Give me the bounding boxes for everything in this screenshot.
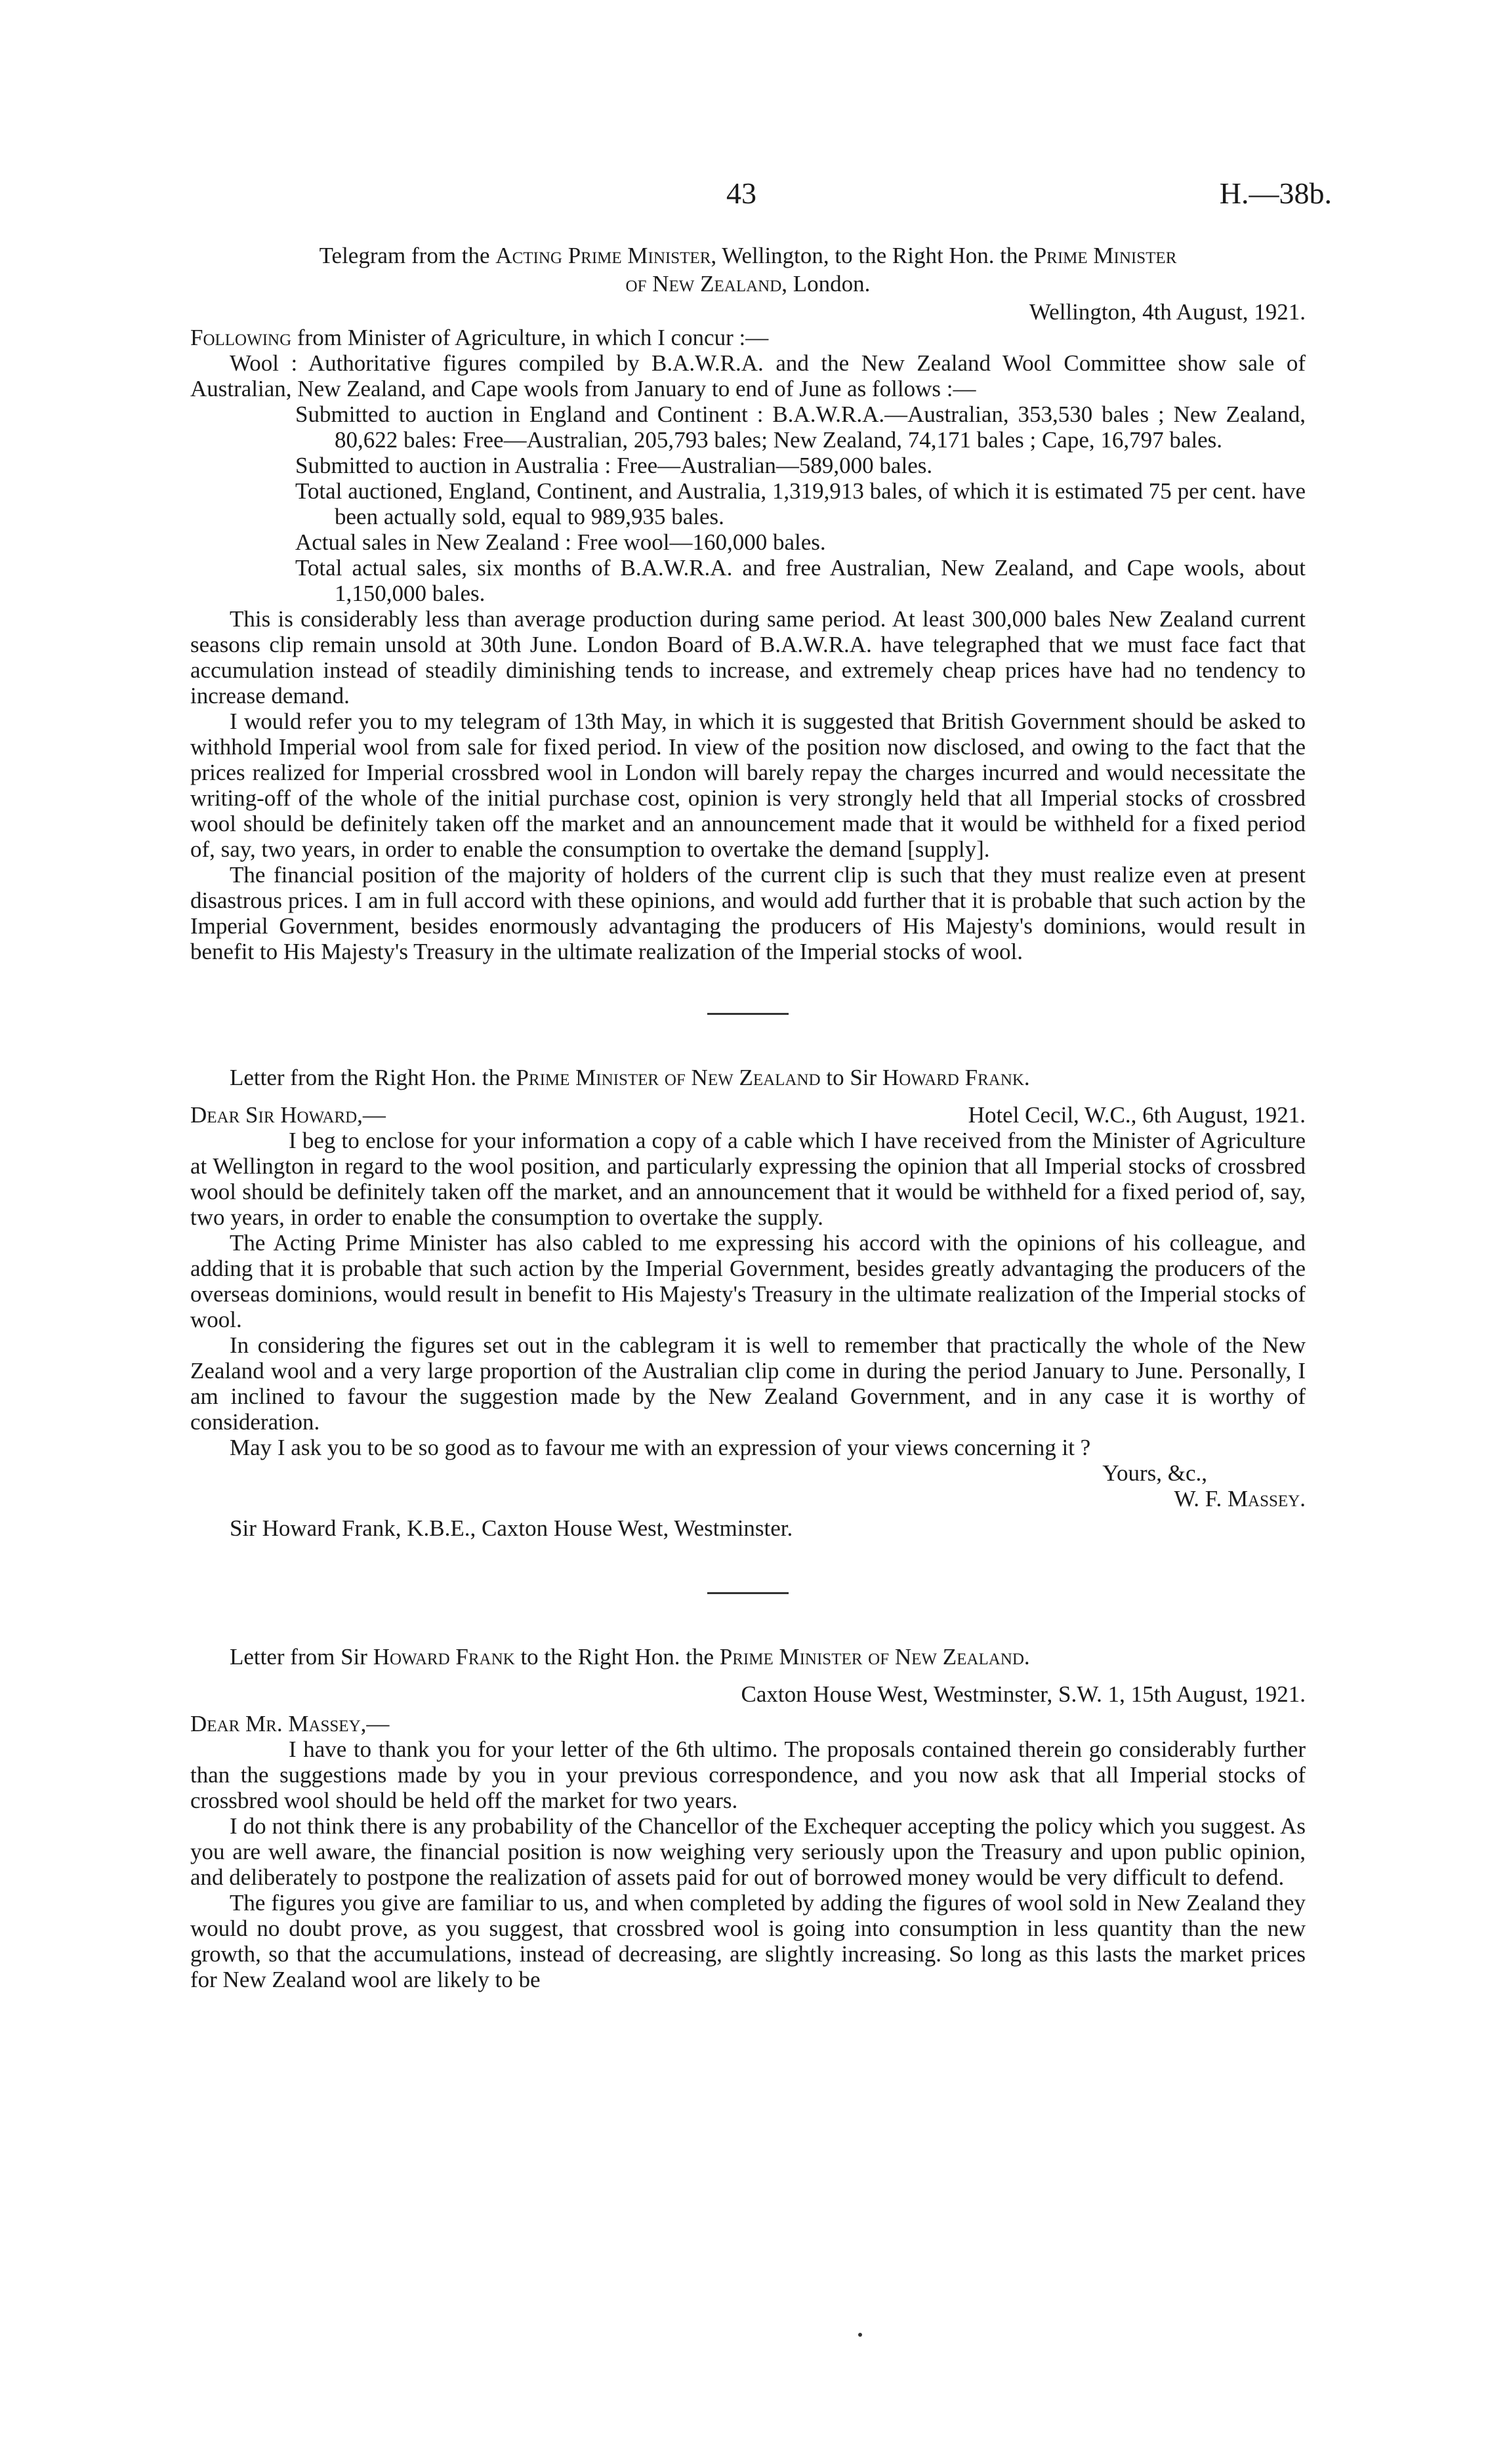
heading-text-run: Acting Prime Minister: [495, 243, 711, 268]
heading-text-run: Howard Frank: [373, 1644, 515, 1670]
letter2-paragraph: I have to thank you for your letter of the 6th ultimo. The proposals contained therein go considerably further than the suggestions made by you in your previous correspondence, and you now ask that all Imperial stocks of crossbred wool should be held off the market for two years.: [190, 1736, 1306, 1813]
footer-dot: [858, 2333, 862, 2337]
letter1-signature: W. F. Massey.: [1174, 1486, 1306, 1511]
telegram-intro-leadword: Following: [190, 325, 292, 350]
heading-text-run: , London.: [781, 271, 871, 297]
telegram-heading-line1: [190, 243, 1306, 268]
heading-text-run: Letter from Sir: [230, 1644, 373, 1670]
heading-text-run: Prime Minister of New Zealand: [719, 1644, 1024, 1670]
telegram-paragraph: This is considerably less than average production during same period. At least 300,000 bales New Zealand current seasons clip remain unsold at 30th June. London Board of B.A.W.R.A. have telegraphed that we must face fact that accumulation instead of steadily diminishing tends to increase, and extremely cheap prices have had no tendency to increase demand.: [190, 606, 1306, 708]
letter-massey-section: [190, 1065, 1306, 1541]
telegram-intro: [190, 325, 1306, 350]
heading-text-run: to the Right Hon. the: [514, 1644, 720, 1670]
letter1-paragraph: In considering the figures set out in the cablegram it is well to remember that practically the whole of the New Zealand wool and a very large proportion of the Australian clip come in during the period January to June. Personally, I am inclined to favour the suggestion made by the New Zealand Government, and in any case it is worthy of consideration.: [190, 1332, 1306, 1435]
telegram-paragraph: I would refer you to my telegram of 13th May, in which it is suggested that British Government should be asked to withhold Imperial wool from sale for fixed period. In view of the position now disclosed, and owing to the fact that the prices realized for Imperial crossbred wool in London will barely repay the charges incurred and would necessitate the writing-off of the whole of the initial purchase cost, opinion is very strongly held that all Imperial stocks of crossbred wool should be definitely taken off the market and an announcement made that it would be withheld for a fixed period of, say, two years, in order to enable the consumption to overtake the demand [supply].: [190, 708, 1306, 862]
letter2-heading: [190, 1644, 1306, 1670]
telegram-intro-rest: from Minister of Agriculture, in which I concur :—: [291, 325, 769, 350]
telegram-item: Submitted to auction in Australia : Free—Australian—589,000 bales.: [295, 453, 933, 478]
telegram-section: [190, 243, 1306, 964]
document-reference: H.—38b.: [1219, 176, 1332, 210]
heading-text-run: Prime Minister of New Zealand: [516, 1065, 821, 1090]
letter2-paragraph: I do not think there is any probability of the Chancellor of the Exchequer accepting the policy which you suggest. As you are well aware, the financial position is now weighing very seriously upon the Treasury and upon public opinion, and deliberately to postpone the realization of assets paid for out of borrowed money would be very difficult to defend.: [190, 1813, 1306, 1890]
page-number: 43: [726, 176, 756, 210]
letter1-closing: Yours, &c.,: [1102, 1460, 1207, 1486]
letter1-salutation-row: [190, 1102, 1306, 1128]
letter1-paragraph: The Acting Prime Minister has also cabled to me expressing his accord with the opinions of his colleague, and adding that it is probable that such action by the Imperial Government, besides greatly advantaging the producers of the overseas dominions, would result in benefit to His Majesty's Treasury in the ultimate realization of the Imperial stocks of wool.: [190, 1230, 1306, 1332]
telegram-item: Submitted to auction in England and Continent : B.A.W.R.A.—Australian, 353,530 bales ; New Zealand, 80,622 bales: Free—Australian, 205,793 bales; New Zealand, 74,171 bales ; Cape, 16,797 bales.: [295, 401, 1306, 453]
heading-text-run: Telegram from the: [319, 243, 496, 268]
heading-text-run: Prime Minister: [1033, 243, 1177, 268]
letter1-recipient: Sir Howard Frank, K.B.E., Caxton House West, Westminster.: [230, 1515, 793, 1541]
letter-frank-section: [190, 1644, 1306, 1992]
section-divider: [707, 1013, 789, 1015]
telegram-item: Actual sales in New Zealand : Free wool—160,000 bales.: [295, 529, 826, 555]
letter2-salutation: Dear Mr. Massey,—: [190, 1711, 390, 1736]
heading-text-run: , Wellington, to the Right Hon. the: [711, 243, 1034, 268]
letter1-salutation: Dear Sir Howard,—: [190, 1102, 386, 1128]
telegram-paragraph: The financial position of the majority of holders of the current clip is such that they must realize even at present disastrous prices. I am in full accord with these opinions, and would add further that it is probable that such action by the Imperial Government, besides enormously advantaging the producers of His Majesty's dominions, would result in benefit to His Majesty's Treasury in the ultimate realization of the Imperial stocks of wool.: [190, 862, 1306, 964]
heading-text-run: of New Zealand: [625, 271, 782, 297]
section-divider: [707, 1592, 789, 1594]
letter1-address: Hotel Cecil, W.C., 6th August, 1921.: [968, 1102, 1306, 1128]
heading-text-run: Letter from the Right Hon. the: [230, 1065, 516, 1090]
letter2-paragraph: The figures you give are familiar to us, and when completed by adding the figures of wool sold in New Zealand they would no doubt prove, as you suggest, that crossbred wool is going into consumption in less quantity than the new growth, so that the accumulations, instead of decreasing, are slightly increasing. So long as this lasts the market prices for New Zealand wool are likely to be: [190, 1890, 1306, 1992]
letter2-address: Caxton House West, Westminster, S.W. 1, 15th August, 1921.: [741, 1681, 1306, 1707]
letter1-heading: [190, 1065, 1306, 1090]
heading-text-run: to Sir: [820, 1065, 882, 1090]
heading-text-run: .: [1023, 1065, 1030, 1090]
heading-text-run: Howard Frank: [882, 1065, 1024, 1090]
telegram-dateline: Wellington, 4th August, 1921.: [1029, 299, 1306, 325]
telegram-heading-line2: [190, 271, 1306, 297]
page-content: [190, 243, 1306, 1992]
telegram-item: Total actual sales, six months of B.A.W.R.A. and free Australian, New Zealand, and Cape wools, about 1,150,000 bales.: [295, 555, 1306, 606]
telegram-wool-paragraph: Wool : Authoritative figures compiled by B.A.W.R.A. and the New Zealand Wool Committee show sale of Australian, New Zealand, and Cape wools from January to end of June as follows :—: [190, 350, 1306, 401]
letter1-paragraph: May I ask you to be so good as to favour me with an expression of your views concerning it ?: [230, 1435, 1091, 1460]
telegram-item: Total auctioned, England, Continent, and Australia, 1,319,913 bales, of which it is estimated 75 per cent. have been actually sold, equal to 989,935 bales.: [295, 478, 1306, 529]
heading-text-run: .: [1023, 1644, 1030, 1670]
letter1-paragraph: I beg to enclose for your information a copy of a cable which I have received from the Minister of Agriculture at Wellington in regard to the wool position, and particularly expressing the opinion that all Imperial stocks of crossbred wool should be definitely taken off the market, and an announcement that it would be withheld for a fixed period of, say, two years, in order to enable the consumption to overtake the supply.: [190, 1128, 1306, 1230]
